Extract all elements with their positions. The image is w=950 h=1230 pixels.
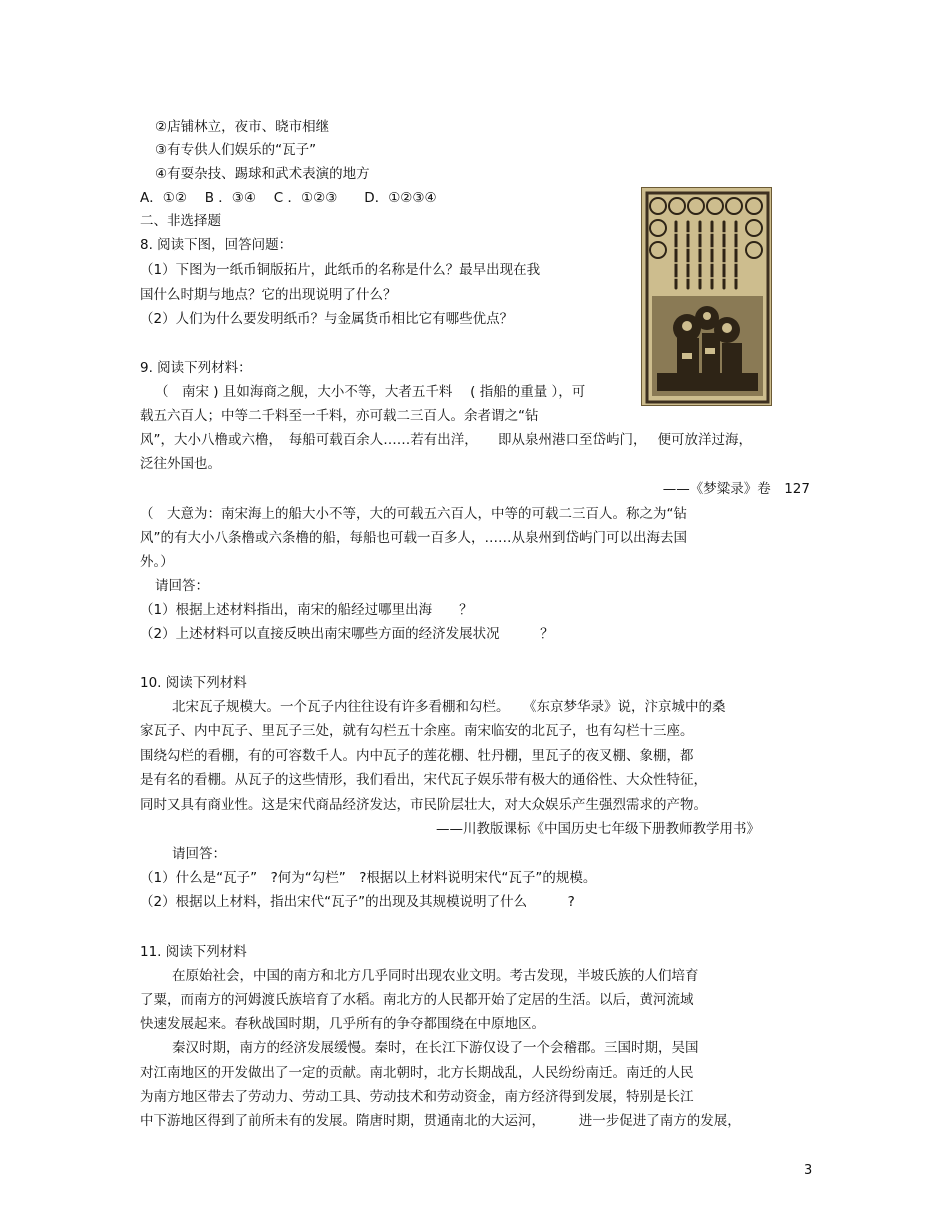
q10-material-line1: 北宋瓦子规模大。一个瓦子内往往设有许多看棚和勾栏。 《东京梦华录》说，汴京城中的桑 (172, 699, 726, 715)
option-item-2: ②店铺林立，夜市、晓市相继 (155, 119, 330, 135)
q9-ask: 请回答： (155, 578, 209, 594)
q8-sub1-line2: 国什么时期与地点？它的出现说明了什么？ (140, 287, 397, 303)
q9-translation-line1: （ 大意为：南宋海上的船大小不等，大的可载五六百人，中等的可载二三百人。称之为“钻 (140, 506, 687, 522)
q10-material-line5: 同时又具有商业性。这是宋代商品经济发达，市民阶层壮大，对大众娱乐产生强烈需求的产物。 (140, 797, 707, 813)
q11-material-line7: 中下游地区得到了前所未有的发展。隋唐时期，贯通南北的大运河， 进一步促进了南方的发展， (140, 1113, 741, 1129)
option-item-4: ④有耍杂技、踢球和武术表演的地方 (155, 166, 370, 182)
q9-material-line3: 风”，大小八橹或六橹， 每船可载百余人……若有出洋， 即从泉州港口至岱屿门， 便可放洋过海， (140, 432, 753, 448)
section-title: 二、非选择题 (140, 213, 221, 229)
q8-sub2: （2）人们为什么要发明纸币？与金属货币相比它有哪些优点？ (140, 311, 514, 327)
q9-translation-line3: 外。） (140, 554, 174, 570)
q11-material-line1: 在原始社会，中国的南方和北方几乎同时出现农业文明。考古发现，半坡氏族的人们培育 (172, 968, 699, 984)
q11-material-line2: 了粟，而南方的河姆渡氏族培育了水稻。南北方的人民都开始了定居的生活。以后，黄河流域 (140, 992, 694, 1008)
answer-choices: A．①② B ．③④ C ．①②③ D．①②③④ (140, 190, 437, 206)
q11-title: 11. 阅读下列材料 (140, 944, 247, 960)
q11-material-line3: 快速发展起来。春秋战国时期，几乎所有的争夺都围绕在中原地区。 (140, 1016, 545, 1032)
option-item-3: ③有专供人们娱乐的“瓦子” (155, 142, 317, 158)
q8-sub1-line1: （1）下图为一纸币铜版拓片，此纸币的名称是什么？最早出现在我 (140, 262, 541, 278)
q10-material-line4: 是有名的看棚。从瓦子的这些情形，我们看出，宋代瓦子娱乐带有极大的通俗性、大众性特征， (140, 772, 707, 788)
paper-money-rubbing-image (641, 187, 772, 406)
q11-material-line5: 对江南地区的开发做出了一定的贡献。南北朝时，北方长期战乱，人民纷纷南迁。南迁的人民 (140, 1065, 694, 1081)
q10-title: 10. 阅读下列材料 (140, 675, 247, 691)
q8-title: 8. 阅读下图，回答问题： (140, 237, 293, 253)
q10-ask: 请回答： (172, 846, 226, 862)
paper-money-illustration (642, 188, 772, 406)
q10-question2: （2）根据以上材料，指出宋代“瓦子”的出现及其规模说明了什么 ? (140, 894, 575, 910)
q9-translation-line2: 风”的有大小八条橹或六条橹的船，每船也可载一百多人，……从泉州到岱屿门可以出海去国 (140, 530, 687, 546)
q10-source: ——川教版课标《中国历史七年级下册教师教学用书》 (436, 821, 760, 837)
page-number: 3 (804, 1163, 813, 1178)
q10-material-line3: 围绕勾栏的看棚，有的可容数千人。内中瓦子的莲花棚、牡丹棚，里瓦子的夜叉棚、象棚，都 (140, 748, 694, 764)
q9-material-line2: 载五六百人；中等二千料至一千料，亦可载二三百人。余者谓之“钻 (140, 408, 539, 424)
q9-source: ——《梦粱录》卷 127 (662, 481, 810, 497)
q10-question1: （1）什么是“瓦子” ?何为“勾栏” ?根据以上材料说明宋代“瓦子”的规模。 (140, 870, 597, 886)
q11-material-line6: 为南方地区带去了劳动力、劳动工具、劳动技术和劳动资金，南方经济得到发展，特别是长江 (140, 1089, 694, 1105)
q9-question1: （1）根据上述材料指出，南宋的船经过哪里出海 ？ (140, 602, 473, 618)
q9-question2: （2）上述材料可以直接反映出南宋哪些方面的经济发展状况 ？ (140, 626, 554, 642)
q9-title: 9. 阅读下列材料： (140, 360, 252, 376)
q9-material-line1: （ 南宋 ) 且如海商之舰，大小不等，大者五千料 ( 指船的重量 ），可 (155, 384, 586, 400)
q9-material-line4: 泛往外国也。 (140, 456, 221, 472)
q11-material-line4: 秦汉时期，南方的经济发展缓慢。秦时，在长江下游仅设了一个会稽郡。三国时期，吴国 (172, 1040, 699, 1056)
q10-material-line2: 家瓦子、内中瓦子、里瓦子三处，就有勾栏五十余座。南宋临安的北瓦子，也有勾栏十三座。 (140, 723, 694, 739)
